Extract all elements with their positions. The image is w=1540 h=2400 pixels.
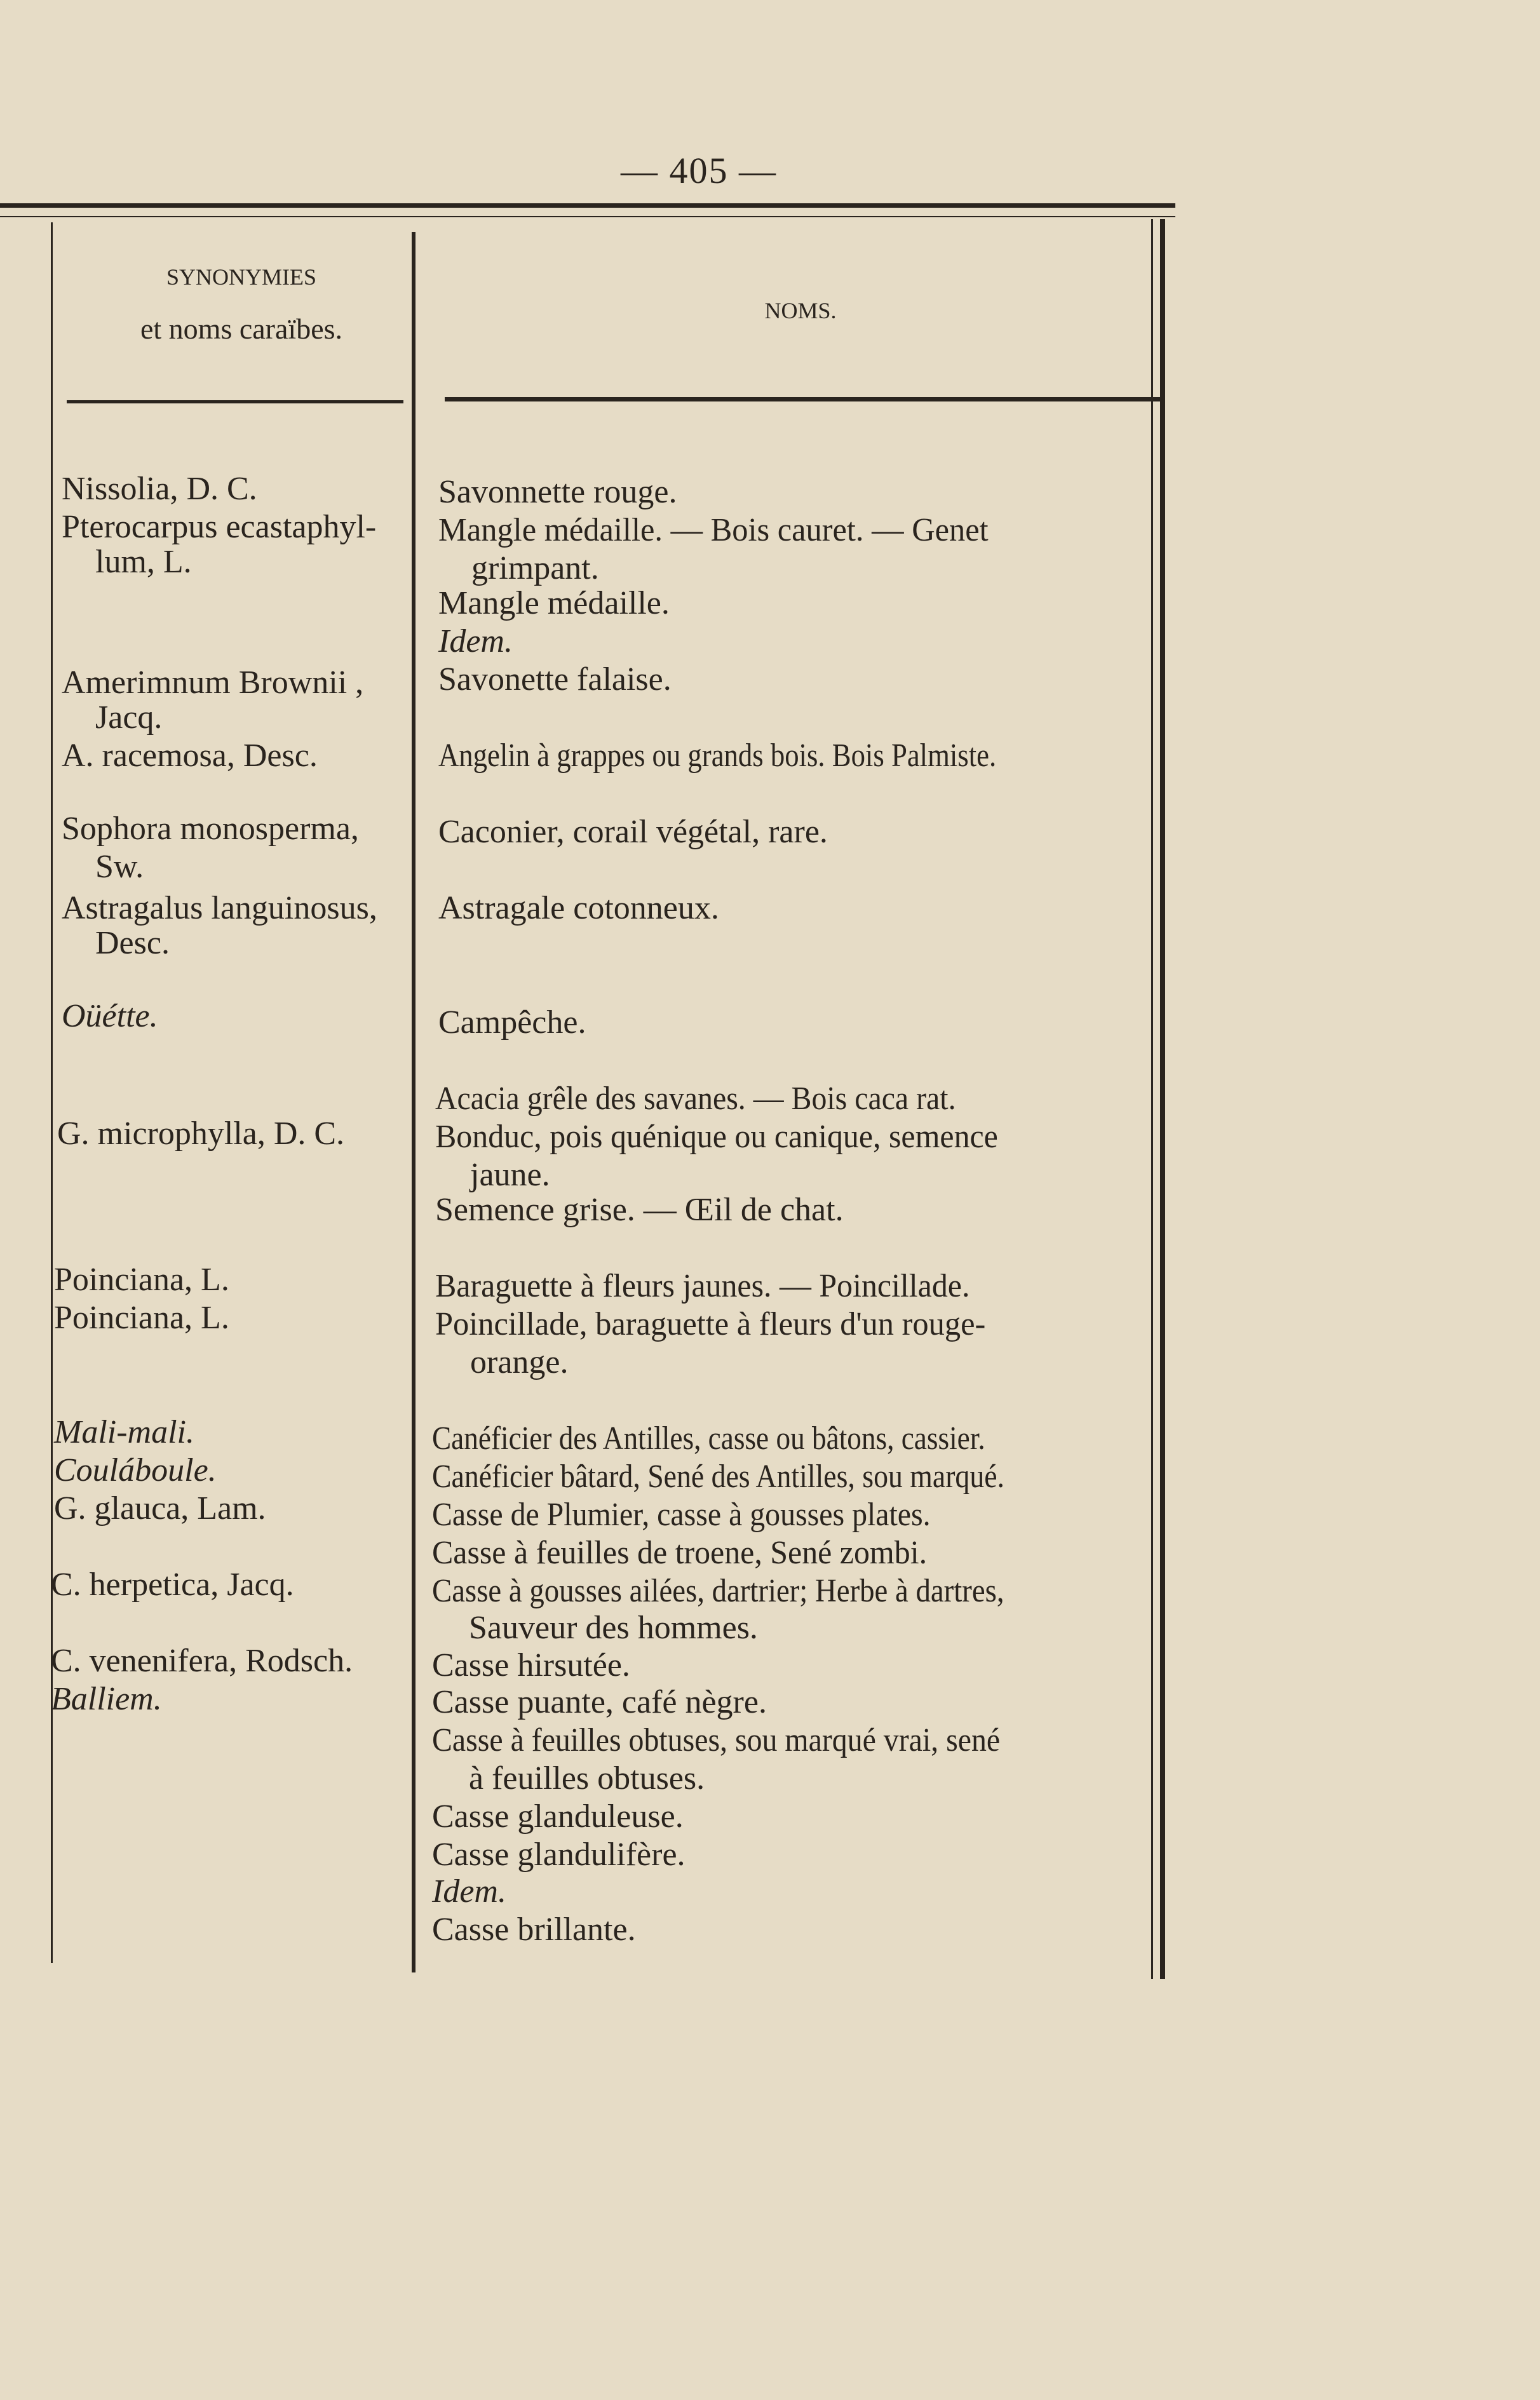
synonyms-header-subtitle: et noms caraïbes. — [140, 313, 343, 345]
name-line: Casse hirsutée. — [432, 1647, 630, 1683]
name-line: Casse glanduleuse. — [432, 1798, 684, 1835]
name-line: Acacia grêle des savanes. — Bois caca rat. — [435, 1081, 956, 1117]
synonym-line: Oüétte. — [62, 998, 158, 1034]
name-line: Mangle médaille. — [438, 585, 670, 621]
name-line: Savonnette rouge. — [438, 474, 677, 510]
name-line: jaune. — [470, 1157, 550, 1193]
name-line: Angelin à grappes ou grands bois. Bois Palmiste. — [438, 738, 997, 774]
name-line: à feuilles obtuses. — [469, 1760, 705, 1797]
name-line: Casse à gousses ailées, dartrier; Herbe à dartres, — [432, 1573, 1004, 1609]
name-line: Canéficier des Antilles, casse ou bâtons, cassier. — [432, 1420, 985, 1457]
synonym-line: Poinciana, L. — [54, 1300, 229, 1336]
synonym-line: G. microphylla, D. C. — [57, 1116, 345, 1152]
synonym-line: Mali-mali. — [54, 1414, 194, 1450]
synonym-line: lum, L. — [95, 544, 192, 580]
name-line: Savonette falaise. — [438, 661, 672, 698]
synonym-line: Pterocarpus ecastaphyl- — [62, 509, 377, 545]
name-line: Casse brillante. — [432, 1911, 636, 1948]
synonym-line: Sophora monosperma, — [62, 811, 359, 847]
name-line: Baraguette à fleurs jaunes. — Poincillade. — [435, 1268, 970, 1304]
name-line: Casse glandulifère. — [432, 1837, 686, 1873]
synonyms-header-title: SYNONYMIES — [166, 264, 317, 290]
name-line: Caconier, corail végétal, rare. — [438, 814, 828, 850]
name-line: Casse de Plumier, casse à gousses plates. — [432, 1497, 931, 1533]
synonym-line: Jacq. — [95, 699, 163, 736]
synonym-line: A. racemosa, Desc. — [62, 738, 318, 774]
name-line: Canéficier bâtard, Sené des Antilles, sou marqué. — [432, 1459, 1004, 1495]
name-line: Bonduc, pois quénique ou canique, semence — [435, 1119, 998, 1155]
synonym-line: Sw. — [95, 849, 144, 885]
synonym-line: Balliem. — [51, 1681, 162, 1717]
name-line: Idem. — [438, 623, 513, 659]
synonym-line: Poinciana, L. — [54, 1262, 229, 1298]
synonyms-header — [76, 264, 407, 346]
synonym-line: Nissolia, D. C. — [62, 471, 257, 507]
names-header: NOMS. — [764, 298, 837, 323]
name-line: Casse à feuilles de troene, Sené zombi. — [432, 1535, 928, 1571]
name-line: Astragale cotonneux. — [438, 890, 719, 926]
name-line: Semence grise. — Œil de chat. — [435, 1192, 844, 1228]
name-line: Idem. — [432, 1873, 506, 1910]
synonym-line: Amerimnum Brownii , — [62, 664, 364, 701]
synonym-line: Couláboule. — [54, 1452, 217, 1488]
name-line: Sauveur des hommes. — [469, 1610, 758, 1646]
right-border-outer — [1160, 219, 1165, 1979]
synonym-line: Astragalus languinosus, — [62, 890, 377, 926]
page-number: — 405 — — [621, 150, 777, 191]
name-line: Campêche. — [438, 1004, 586, 1041]
header-rule-right — [445, 397, 1161, 401]
name-line: Casse puante, café nègre. — [432, 1684, 767, 1720]
table-top-rule-thin — [0, 216, 1175, 217]
name-line: orange. — [470, 1344, 569, 1380]
synonym-line: C. venenifera, Rodsch. — [51, 1643, 353, 1679]
synonym-line: C. herpetica, Jacq. — [51, 1567, 294, 1603]
table-top-rule — [0, 203, 1175, 208]
synonym-line: G. glauca, Lam. — [54, 1490, 266, 1527]
name-line: grimpant. — [471, 550, 599, 586]
header-rule-left — [67, 400, 403, 403]
column-divider — [412, 232, 415, 1972]
right-border-inner — [1151, 219, 1153, 1979]
synonym-line: Desc. — [95, 925, 170, 961]
name-line: Casse à feuilles obtuses, sou marqué vrai, sené — [432, 1722, 1001, 1758]
name-line: Mangle médaille. — Bois cauret. — Genet — [438, 512, 989, 548]
name-line: Poincillade, baraguette à fleurs d'un rouge- — [435, 1306, 986, 1342]
